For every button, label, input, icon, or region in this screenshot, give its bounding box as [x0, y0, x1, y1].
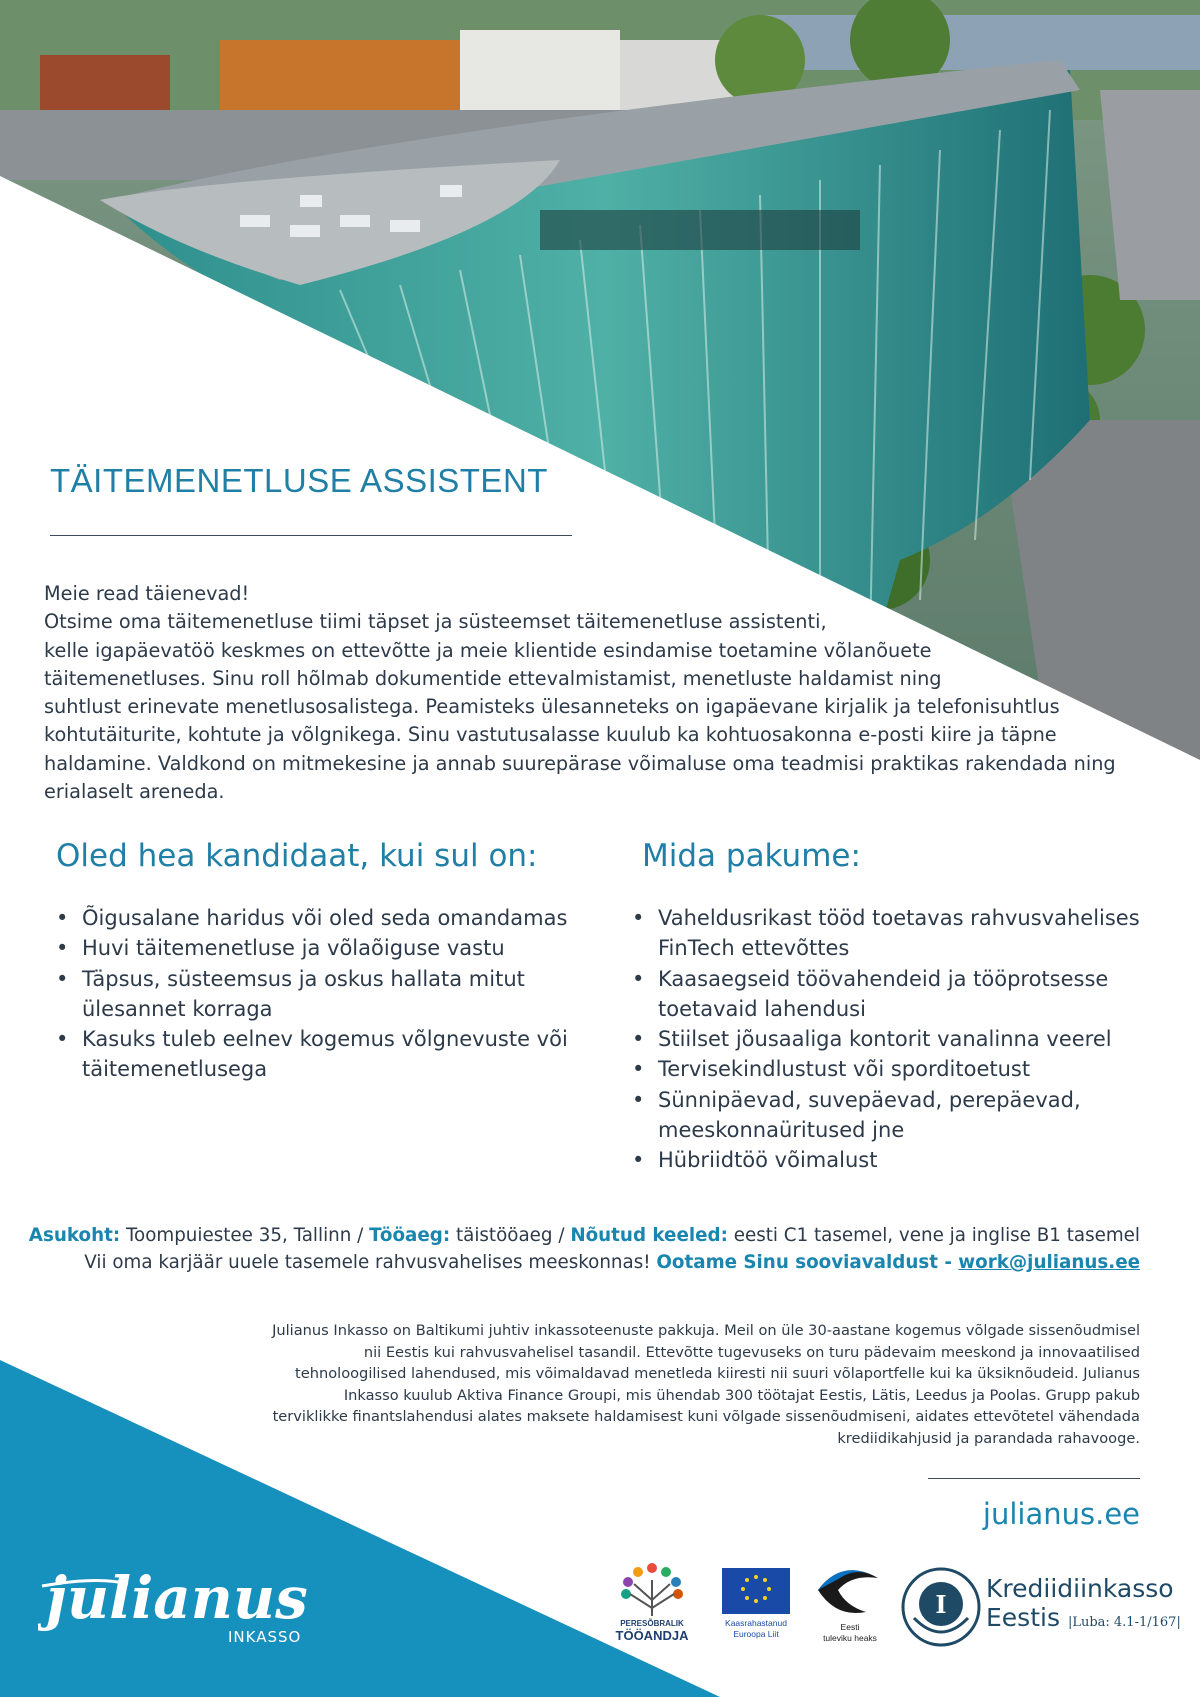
list-item: • Stiilset jõusaaliga kontorit vanalinna veerel — [632, 1024, 1172, 1054]
list-item: • Vaheldusrikast tööd toetavas rahvusvahelises FinTech ettevõttes — [632, 903, 1172, 964]
intro-line: kelle igapäevatöö keskmes on ettevõtte ja meie klientide esindamise toetamine võlanõuete — [44, 638, 932, 662]
location-value: Toompuiestee 35, Tallinn / — [120, 1225, 370, 1246]
logo-sub: INKASSO — [228, 1628, 302, 1646]
family-employer-badge — [614, 1560, 690, 1646]
kred-line — [986, 1603, 1181, 1637]
kred-line: Krediidiinkasso — [986, 1574, 1174, 1603]
cta-bold: Ootame Sinu sooviavaldust - — [656, 1252, 959, 1273]
badge-text: TÖÖANDJA — [615, 1628, 689, 1643]
email-link[interactable]: work@julianus.ee — [958, 1252, 1140, 1273]
list-item: • Hübriidtöö võimalust — [632, 1145, 1172, 1175]
requirements-heading: Oled hea kandidaat, kui sul on: — [56, 838, 538, 874]
badge-text: Eesti — [840, 1622, 860, 1632]
worktime-value: täistööaeg / — [450, 1225, 571, 1246]
offer-heading: Mida pakume: — [642, 838, 861, 874]
svg-text:I: I — [935, 1590, 947, 1619]
list-item: • Sünnipäevad, suvepäevad, perepäevad, meeskonnaüritused jne — [632, 1085, 1172, 1146]
cta-line — [29, 1249, 1140, 1276]
intro-line: Meie read täienevad! — [44, 582, 250, 605]
intro-text — [44, 580, 1164, 806]
list-item: • Õigusalane haridus või oled seda omandamas — [56, 903, 616, 933]
logo-word: julianus — [46, 1564, 308, 1632]
list-item: • Täpsus, süsteemsus ja oskus hallata mitut ülesannet korraga — [56, 964, 616, 1025]
facts-line — [29, 1222, 1140, 1249]
languages-value: eesti C1 tasemel, vene ja inglise B1 tasemel — [727, 1225, 1140, 1246]
requirements-list — [56, 903, 616, 1085]
location-label: Asukoht: — [28, 1225, 121, 1246]
website-link[interactable]: julianus.ee — [982, 1497, 1140, 1531]
offer-list — [632, 903, 1172, 1176]
intro-line: haldamine. Valdkond on mitmekesine ja annab suurepärase võimaluse oma teadmisi praktikas rakendada ning — [44, 751, 1116, 775]
krediidiinkasso-label — [986, 1574, 1181, 1637]
intro-line: suhtlust erinevate menetlusosalistega. Peamisteks ülesanneteks on igapäevane kirjalik ja telefonisuhtlus — [44, 695, 1060, 719]
intro-line: kohtutäiturite, kohtute ja võlgnikega. Sinu vastutusalasse kuulub ka kohtuosakonna e-posti kiire ja täpne — [44, 723, 1057, 747]
badge-text: PERESÕBRALIK — [620, 1619, 684, 1628]
krediidiinkasso-emblem-icon — [900, 1566, 982, 1648]
title-divider — [50, 535, 572, 536]
intro-line: erialaselt areneda. — [44, 780, 225, 804]
estonia-swallow-icon — [812, 1560, 888, 1646]
intro-line: täitemenetluses. Sinu roll hõlmab dokumentide ettevalmistamist, menetluste haldamist ning — [44, 666, 942, 690]
list-item: • Kaasaegseid töövahendeid ja tööprotsesse toetavaid lahendusi — [632, 964, 1172, 1025]
cta-text: Vii oma karjäär uuele tasemele rahvusvahelises meeskonnas! — [84, 1252, 657, 1273]
job-title: TÄITEMENETLUSE ASSISTENT — [50, 462, 548, 499]
julianus-logo — [38, 1556, 338, 1656]
kred-license: |Luba: 4.1-1/167| — [1067, 1615, 1181, 1630]
about-line: Inkasso kuulub Aktiva Finance Groupi, mis ühendab 300 töötajat Eestis, Lätis, Leedus ja Poolas. Grupp pakub — [343, 1386, 1140, 1404]
website-divider — [928, 1478, 1140, 1479]
badge-text: tuleviku heaks — [823, 1633, 877, 1643]
badge-text: Kaasrahastanud — [725, 1618, 787, 1628]
job-facts — [29, 1222, 1140, 1276]
kred-eestis: Eestis — [986, 1603, 1060, 1632]
about-line: nii Eestis kui rahvusvahelisel tasandil. Ettevõtte tugevuseks on turu pädevaim meeskond ja innovaatilised — [363, 1343, 1140, 1361]
badge-text: Euroopa Liit — [733, 1629, 779, 1639]
about-line: Julianus Inkasso on Baltikumi juhtiv inkassoteenuste pakkuja. Meil on üle 30-aastane kogemus võlgade sissenõudmisel — [272, 1322, 1140, 1339]
worktime-label: Tööaeg: — [369, 1225, 451, 1246]
about-line: tehnoloogilised lahendused, mis võimaldavad menetleda kiiresti nii suuri võlaportfelle kui ka üksiknõudeid. Julianus — [295, 1365, 1140, 1383]
list-item: • Tervisekindlustust või sporditoetust — [632, 1054, 1172, 1084]
list-item: • Kasuks tuleb eelnev kogemus võlgnevuste või täitemenetlusega — [56, 1024, 616, 1085]
list-item: • Huvi täitemenetluse ja võlaõiguse vastu — [56, 933, 616, 963]
intro-line: Otsime oma täitemenetluse tiimi täpset ja süsteemset täitemenetluse assistenti, — [44, 610, 827, 634]
about-line: krediidikahjusid ja parandada rahavooge. — [837, 1429, 1140, 1447]
about-line: terviklikke finantslahendusi alates maksete haldamisest kuni võlgade sissenõudmiseni, aidates ettevõtetel vähendada — [272, 1408, 1140, 1426]
languages-label: Nõutud keeled: — [570, 1225, 728, 1246]
eu-flag-icon — [718, 1560, 794, 1646]
